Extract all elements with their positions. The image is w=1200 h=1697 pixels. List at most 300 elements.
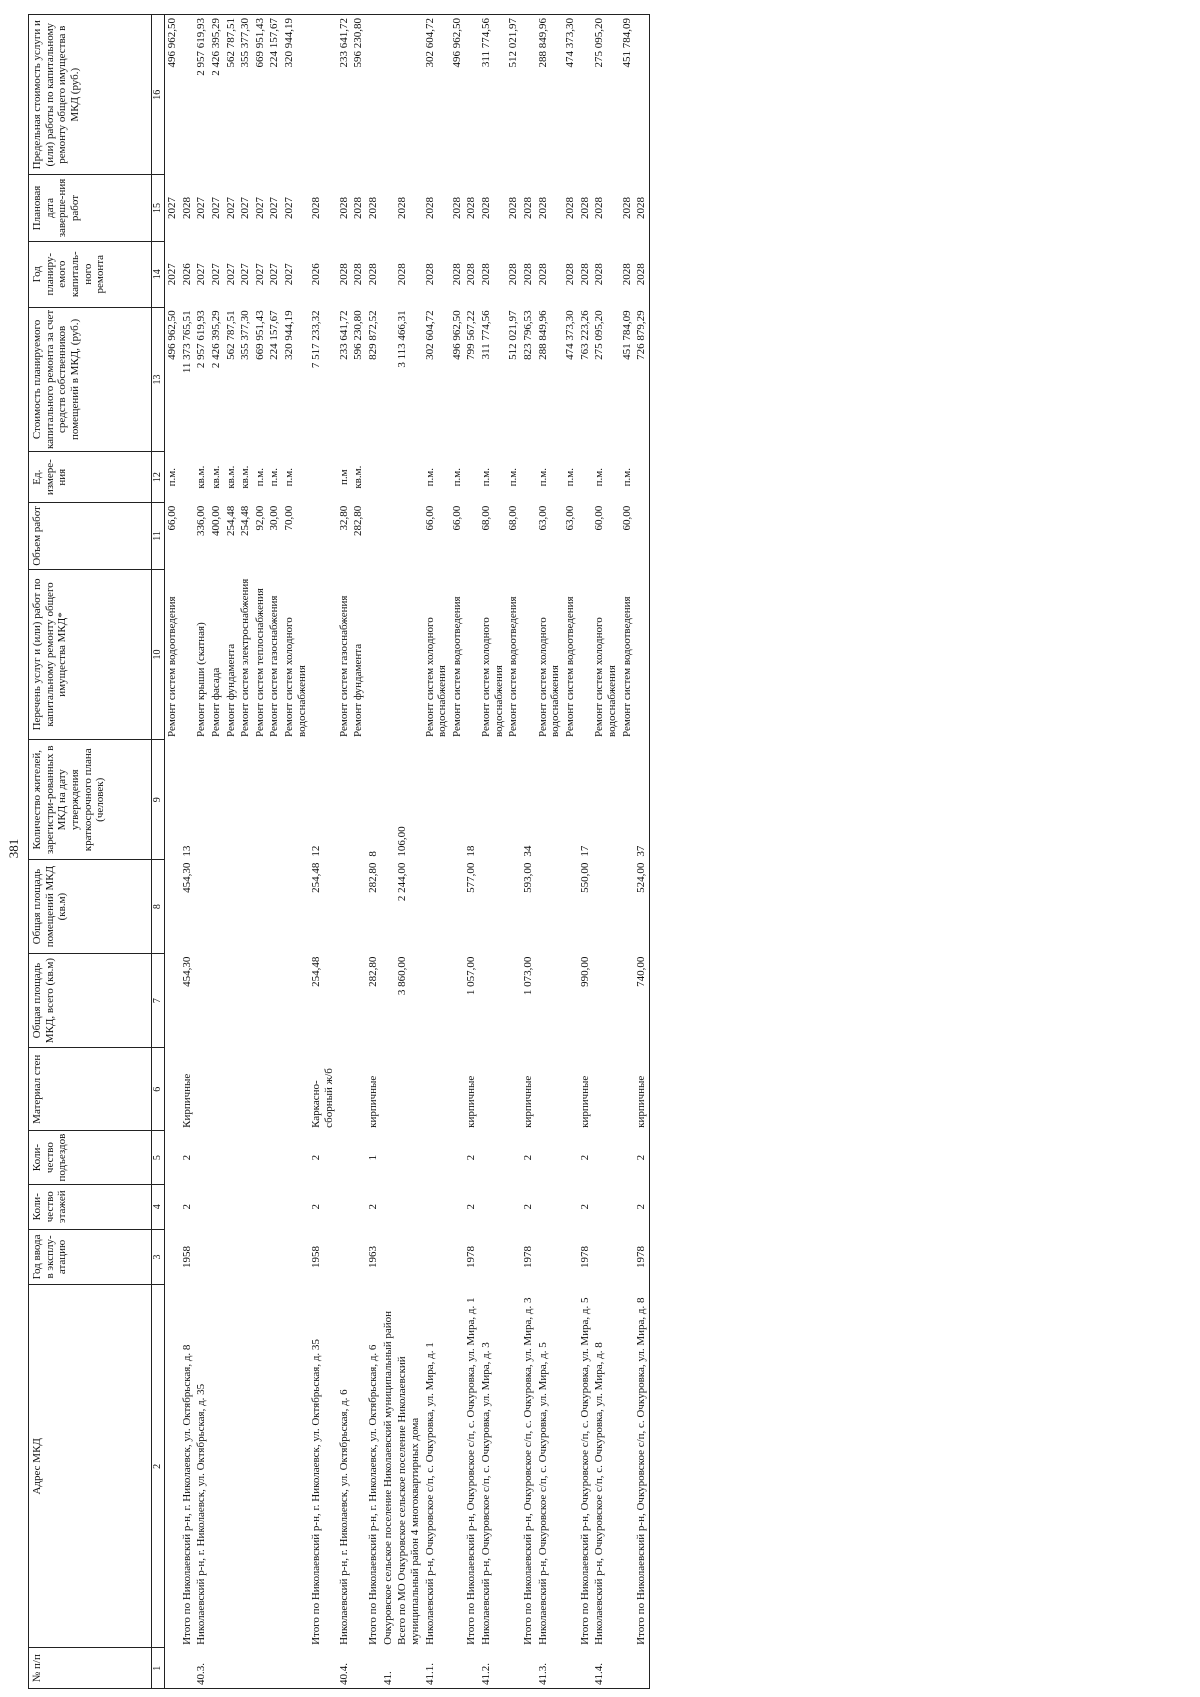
premises-area-cell [592, 860, 619, 954]
max-cost-cell: 288 849,96 [536, 15, 563, 175]
col-number: 13 [152, 307, 165, 451]
entrances-cell [620, 1131, 635, 1184]
unit-cell [634, 452, 649, 503]
table-row [506, 15, 521, 1689]
commission-year-cell: 1963 [366, 1245, 379, 1268]
col-header-10: Перечень услуг и (или) работ по капитальному ремонту общего имущества МКД* [29, 569, 152, 740]
commission-year-cell [165, 1229, 180, 1285]
residents-cell [423, 740, 450, 860]
completion-date-cell: 2027 [209, 197, 222, 219]
wall-material-cell [224, 1048, 239, 1131]
total-area-cell [337, 954, 352, 1048]
address-cell: Итого по Николаевский р-н, г. Николаевск, ул. Октябрьская, д. 8 [180, 1344, 193, 1645]
completion-date-cell: 2027 [166, 197, 178, 219]
work-type-cell: Ремонт систем водоотведения [450, 596, 463, 737]
entrances-cell [209, 1131, 224, 1184]
unit-cell: кв.м. [195, 465, 208, 489]
planned-cost-cell: 823 796,53 [522, 310, 535, 360]
max-cost-cell [634, 15, 649, 175]
table-row [238, 15, 253, 1689]
residents-cell [253, 740, 268, 860]
work-type-cell [381, 569, 396, 740]
table-body [165, 15, 650, 1689]
completion-date-cell: 2028 [450, 197, 463, 219]
commission-year-cell: 1958 [180, 1245, 193, 1268]
unit-cell: кв.м. [239, 465, 252, 489]
col-header-6: Материал стен [29, 1048, 152, 1131]
planned-year-cell: 2027 [253, 263, 266, 286]
row-number-cell [578, 1648, 593, 1689]
entrances-cell [238, 1131, 253, 1184]
table-row [282, 15, 309, 1689]
entrances-cell [381, 1131, 396, 1184]
commission-year-cell: 1978 [634, 1229, 649, 1285]
address-cell [253, 1285, 268, 1648]
max-cost-cell [366, 15, 381, 175]
floors-cell [620, 1184, 635, 1229]
commission-year-cell [253, 1229, 268, 1285]
work-volume-cell: 254,48 [224, 505, 237, 537]
entrances-cell: 2 [310, 1154, 323, 1161]
row-number-cell [450, 1648, 465, 1689]
entrances-cell: 2 [180, 1154, 193, 1161]
planned-cost-cell: 288 849,96 [536, 310, 549, 360]
total-area-cell [423, 954, 450, 1048]
address-cell [267, 1285, 282, 1648]
unit-cell: п.м. [536, 467, 549, 487]
premises-area-cell: 2 244,00 [396, 862, 409, 902]
col-number: 2 [152, 1285, 165, 1648]
row-number-cell: 41.4. [592, 1648, 619, 1689]
premises-area-cell [536, 860, 563, 954]
commission-year-cell [423, 1229, 450, 1285]
table-row [337, 15, 352, 1689]
col-header-9: Количество жителей, зарегистри-рованных в МКД на дату утверждения краткосрочного плана (человек) [29, 740, 152, 860]
col-number: 1 [152, 1648, 165, 1689]
work-volume-cell: 68,00 [507, 505, 520, 531]
work-type-cell [395, 569, 422, 740]
unit-cell: п.м. [620, 467, 633, 487]
residents-cell [479, 740, 506, 860]
table-row [180, 15, 195, 1689]
residents-cell [282, 740, 309, 860]
planned-year-cell: 2026 [310, 263, 323, 286]
premises-area-cell [209, 860, 224, 954]
floors-cell: 2 [310, 1203, 323, 1210]
total-area-cell: 3 860,00 [396, 956, 409, 996]
col-header-13: Стоимость планируемого капитального ремонта за счет средств собственников помещений в МКД, (руб.) [29, 307, 152, 451]
work-volume-cell: 400,00 [209, 505, 222, 537]
commission-year-cell [563, 1229, 578, 1285]
unit-cell [395, 452, 422, 503]
completion-date-cell: 2028 [522, 197, 535, 219]
entrances-cell [253, 1131, 268, 1184]
planned-year-cell: 2028 [563, 263, 576, 286]
row-number-cell [282, 1648, 309, 1689]
residents-cell [592, 740, 619, 860]
total-area-cell: 990,00 [578, 956, 591, 987]
premises-area-cell [238, 860, 253, 954]
work-type-cell: Ремонт систем холодного водоснабжения [480, 617, 505, 737]
max-cost-cell [395, 15, 422, 175]
floors-cell: 2 [578, 1203, 591, 1210]
commission-year-cell [282, 1229, 309, 1285]
col-header-8: Общая площадь помещений МКД (кв.м) [29, 860, 152, 954]
entrances-cell [563, 1131, 578, 1184]
row-number-cell [180, 1648, 195, 1689]
work-volume-cell: 282,80 [352, 505, 365, 537]
work-volume-cell: 32,80 [337, 505, 350, 531]
table-row [634, 15, 649, 1689]
premises-area-cell [450, 860, 465, 954]
planned-cost-cell: 233 641,72 [337, 310, 350, 360]
table-row [351, 15, 366, 1689]
max-cost-cell: 2 957 619,93 [194, 15, 209, 175]
col-number: 10 [152, 569, 165, 740]
completion-date-cell: 2028 [536, 197, 549, 219]
commission-year-cell [620, 1229, 635, 1285]
table-row [464, 15, 479, 1689]
row-number-cell [267, 1648, 282, 1689]
col-header-11: Объем работ [29, 503, 152, 569]
address-cell [282, 1285, 309, 1648]
floors-cell: 2 [366, 1203, 379, 1210]
table-row [521, 15, 536, 1689]
planned-year-cell: 2028 [578, 263, 591, 286]
residents-cell [450, 740, 465, 860]
table-row [267, 15, 282, 1689]
max-cost-cell: 320 944,19 [282, 15, 309, 175]
col-header-4: Коли-чество этажей [29, 1184, 152, 1229]
total-area-cell [592, 954, 619, 1048]
entrances-cell [395, 1131, 422, 1184]
residents-cell [351, 740, 366, 860]
completion-date-cell: 2028 [337, 197, 350, 219]
work-type-cell: Ремонт фундамента [224, 643, 237, 737]
unit-cell [366, 452, 381, 503]
max-cost-cell: 669 951,43 [253, 15, 268, 175]
premises-area-cell: 282,80 [366, 862, 379, 893]
completion-date-cell: 2028 [593, 197, 606, 219]
work-type-cell: Ремонт систем теплоснабжения [253, 588, 266, 737]
work-volume-cell [395, 503, 422, 569]
work-type-cell: Ремонт фундамента [352, 643, 365, 737]
work-type-cell: Ремонт систем водоотведения [507, 596, 520, 737]
premises-area-cell: 577,00 [465, 862, 478, 893]
unit-cell: п.м. [593, 467, 606, 487]
unit-cell: п.м. [507, 467, 520, 487]
col-header-15: Плановая дата заверше-ния работ [29, 175, 152, 241]
wall-material-cell [238, 1048, 253, 1131]
wall-material-cell [479, 1048, 506, 1131]
residents-cell [194, 740, 209, 860]
max-cost-cell [381, 15, 396, 175]
planned-cost-cell: 302 604,72 [423, 310, 436, 360]
wall-material-cell [282, 1048, 309, 1131]
row-number-cell [634, 1648, 649, 1689]
address-cell: Очкуровское сельское поселение Николаевский муниципальный район [381, 1310, 394, 1645]
entrances-cell [337, 1131, 352, 1184]
col-number: 16 [152, 15, 165, 175]
entrances-cell: 2 [634, 1131, 649, 1184]
max-cost-cell: 2 426 395,29 [209, 15, 224, 175]
work-type-cell [521, 569, 536, 740]
wall-material-cell [506, 1048, 521, 1131]
planned-cost-cell: 2 426 395,29 [209, 310, 222, 369]
residents-cell: 37 [634, 740, 649, 860]
planned-cost-cell: 726 879,29 [634, 307, 649, 451]
work-type-cell: Ремонт систем холодного водоснабжения [283, 617, 308, 737]
work-volume-cell [521, 503, 536, 569]
wall-material-cell [536, 1048, 563, 1131]
table-row [592, 15, 619, 1689]
premises-area-cell [423, 860, 450, 954]
residents-cell: 106,00 [396, 826, 409, 857]
entrances-cell [224, 1131, 239, 1184]
planned-year-cell: 2028 [593, 263, 606, 286]
planned-year-cell: 2028 [352, 263, 365, 286]
entrances-cell [592, 1131, 619, 1184]
col-number: 15 [152, 175, 165, 241]
completion-date-cell: 2028 [465, 197, 478, 219]
wall-material-cell [194, 1048, 209, 1131]
work-volume-cell: 60,00 [593, 505, 606, 531]
max-cost-cell: 496 962,50 [450, 15, 465, 175]
planned-cost-cell: 496 962,50 [450, 310, 463, 360]
unit-cell: п.м. [268, 467, 281, 487]
planned-cost-cell: 496 962,50 [166, 310, 178, 360]
unit-cell: кв.м. [352, 465, 365, 489]
unit-cell: п.м [337, 469, 350, 485]
unit-cell: п.м. [253, 467, 266, 487]
column-number-row [152, 15, 165, 1689]
row-number-cell: 41.1. [423, 1648, 450, 1689]
work-volume-cell: 63,00 [536, 505, 549, 531]
residents-cell [620, 740, 635, 860]
commission-year-cell [395, 1229, 422, 1285]
work-volume-cell: 63,00 [563, 505, 576, 531]
commission-year-cell [536, 1229, 563, 1285]
planned-cost-cell: 311 774,56 [480, 310, 493, 360]
address-cell: Николаевский р-н, Очкуровское с/п, с. Очкуровка, ул. Мира, д. 8 [593, 1342, 606, 1645]
col-number: 9 [152, 740, 165, 860]
entrances-cell: 2 [465, 1154, 478, 1161]
floors-cell [351, 1184, 366, 1229]
completion-date-cell: 2028 [634, 175, 649, 241]
work-type-cell [464, 569, 479, 740]
work-type-cell: Ремонт систем холодного водоснабжения [423, 617, 449, 737]
premises-area-cell [479, 860, 506, 954]
planned-year-cell: 2027 [166, 263, 178, 286]
planned-cost-cell: 320 944,19 [283, 310, 296, 360]
planned-cost-cell: 275 095,20 [593, 310, 606, 360]
address-cell [351, 1285, 366, 1648]
work-volume-cell: 66,00 [450, 505, 463, 531]
address-cell: Итого по Николаевский р-н, Очкуровское с/п, с. Очкуровка, ул. Мира, д. 1 [465, 1297, 478, 1645]
work-type-cell: Ремонт систем электроснабжения [239, 578, 252, 737]
col-number: 5 [152, 1131, 165, 1184]
total-area-cell [506, 954, 521, 1048]
planned-year-cell: 2027 [268, 263, 281, 286]
floors-cell [395, 1184, 422, 1229]
planned-cost-cell: 355 377,30 [239, 310, 252, 360]
entrances-cell: 2 [522, 1154, 535, 1161]
residents-cell: 18 [465, 845, 478, 857]
commission-year-cell [506, 1229, 521, 1285]
planned-year-cell: 2027 [239, 263, 252, 286]
row-number-cell: 40.3. [194, 1648, 209, 1689]
planned-cost-cell: 763 223,26 [578, 310, 591, 360]
max-cost-cell [309, 15, 336, 175]
wall-material-cell [267, 1048, 282, 1131]
address-cell: Николаевский р-н, г. Николаевск, ул. Октябрьская, д. 35 [195, 1383, 208, 1645]
commission-year-cell [479, 1229, 506, 1285]
address-cell [506, 1285, 521, 1648]
planned-cost-cell: 451 784,09 [620, 310, 633, 360]
wall-material-cell: кирпичные [522, 1075, 535, 1128]
residents-cell [224, 740, 239, 860]
unit-cell: п.м. [450, 467, 463, 487]
commission-year-cell [450, 1229, 465, 1285]
table-row [309, 15, 336, 1689]
row-number-cell [521, 1648, 536, 1689]
max-cost-cell [521, 15, 536, 175]
row-number-cell [366, 1648, 381, 1689]
wall-material-cell [592, 1048, 619, 1131]
floors-cell [238, 1184, 253, 1229]
address-cell [224, 1285, 239, 1648]
floors-cell [337, 1184, 352, 1229]
max-cost-cell: 355 377,30 [238, 15, 253, 175]
planned-cost-cell: 669 951,43 [253, 310, 266, 360]
unit-cell: п.м. [423, 467, 436, 487]
repair-plan-table [28, 14, 650, 1689]
planned-year-cell: 2027 [283, 263, 296, 286]
work-type-cell [180, 569, 195, 740]
premises-area-cell: 454,30 [180, 862, 193, 893]
row-number-cell: 41.2. [479, 1648, 506, 1689]
total-area-cell: 740,00 [634, 954, 649, 1048]
floors-cell [536, 1184, 563, 1229]
residents-cell: 12 [310, 845, 323, 857]
planned-year-cell: 2028 [536, 263, 549, 286]
premises-area-cell: 524,00 [634, 860, 649, 954]
max-cost-cell: 302 604,72 [423, 15, 450, 175]
work-volume-cell [180, 503, 195, 569]
planned-year-cell: 2026 [180, 263, 193, 286]
total-area-cell [351, 954, 366, 1048]
max-cost-cell: 451 784,09 [620, 15, 635, 175]
planned-cost-cell: 562 787,51 [224, 310, 237, 360]
address-cell [563, 1285, 578, 1648]
unit-cell: кв.м. [209, 465, 222, 489]
planned-year-cell: 2028 [423, 263, 436, 286]
completion-date-cell: 2028 [563, 197, 576, 219]
wall-material-cell: Каркасно-сборный ж/б [310, 1068, 336, 1128]
commission-year-cell [238, 1229, 253, 1285]
premises-area-cell: 550,00 [578, 862, 591, 893]
entrances-cell [450, 1131, 465, 1184]
completion-date-cell: 2028 [310, 197, 323, 219]
max-cost-cell: 562 787,51 [224, 15, 239, 175]
floors-cell [165, 1184, 180, 1229]
max-cost-cell [464, 15, 479, 175]
entrances-cell: 1 [366, 1154, 379, 1161]
entrances-cell [351, 1131, 366, 1184]
work-type-cell: Ремонт систем газоснабжения [337, 595, 350, 737]
wall-material-cell [351, 1048, 366, 1131]
residents-cell [506, 740, 521, 860]
work-type-cell [309, 569, 336, 740]
planned-cost-cell: 829 872,52 [366, 310, 379, 360]
premises-area-cell [165, 860, 180, 954]
floors-cell [506, 1184, 521, 1229]
unit-cell: п.м. [563, 467, 576, 487]
entrances-cell [282, 1131, 309, 1184]
work-type-cell: Ремонт систем газоснабжения [268, 595, 281, 737]
completion-date-cell: 2028 [507, 197, 520, 219]
completion-date-cell: 2028 [396, 197, 409, 219]
work-volume-cell: 336,00 [195, 505, 208, 537]
planned-cost-cell: 224 157,67 [268, 310, 281, 360]
floors-cell [479, 1184, 506, 1229]
residents-cell [381, 740, 396, 860]
planned-year-cell: 2028 [634, 241, 649, 307]
address-cell [209, 1285, 224, 1648]
premises-area-cell: 593,00 [522, 862, 535, 893]
total-area-cell [267, 954, 282, 1048]
work-type-cell [634, 569, 649, 740]
commission-year-cell [194, 1229, 209, 1285]
unit-cell: п.м. [480, 467, 493, 487]
premises-area-cell [381, 860, 396, 954]
premises-area-cell [194, 860, 209, 954]
completion-date-cell: 2027 [283, 197, 296, 219]
commission-year-cell: 1978 [578, 1245, 591, 1268]
premises-area-cell: 254,48 [310, 862, 323, 893]
planned-cost-cell: 7 517 233,32 [310, 310, 323, 369]
table-row [450, 15, 465, 1689]
address-cell [165, 1285, 180, 1648]
work-type-cell: Ремонт систем водоотведения [563, 596, 576, 737]
work-type-cell [366, 569, 381, 740]
total-area-cell [563, 954, 578, 1048]
col-number: 3 [152, 1229, 165, 1285]
planned-cost-cell: 596 230,80 [352, 310, 365, 360]
header-row [29, 15, 152, 1689]
table-row [423, 15, 450, 1689]
total-area-cell [620, 954, 635, 1048]
table-row [224, 15, 239, 1689]
work-volume-cell [381, 503, 396, 569]
row-number-cell [351, 1648, 366, 1689]
residents-cell: 34 [522, 845, 535, 857]
entrances-cell [165, 1131, 180, 1184]
work-volume-cell: 254,48 [239, 505, 252, 537]
col-number: 14 [152, 241, 165, 307]
col-header-14: Год планиру-емого капиталь-ного ремонта [29, 241, 152, 307]
completion-date-cell: 2028 [578, 197, 591, 219]
address-cell: Итого по Николаевский р-н, г. Николаевск, ул. Октябрьская, д. 6 [366, 1344, 379, 1645]
work-volume-cell [366, 503, 381, 569]
row-number-cell [395, 1648, 422, 1689]
wall-material-cell: кирпичные [634, 1048, 649, 1131]
address-cell: Итого по Николаевский р-н, г. Николаевск, ул. Октябрьская, д. 35 [310, 1339, 323, 1645]
wall-material-cell [395, 1048, 422, 1131]
work-type-cell: Ремонт систем холодного водоснабжения [593, 617, 618, 737]
floors-cell [194, 1184, 209, 1229]
floors-cell [592, 1184, 619, 1229]
